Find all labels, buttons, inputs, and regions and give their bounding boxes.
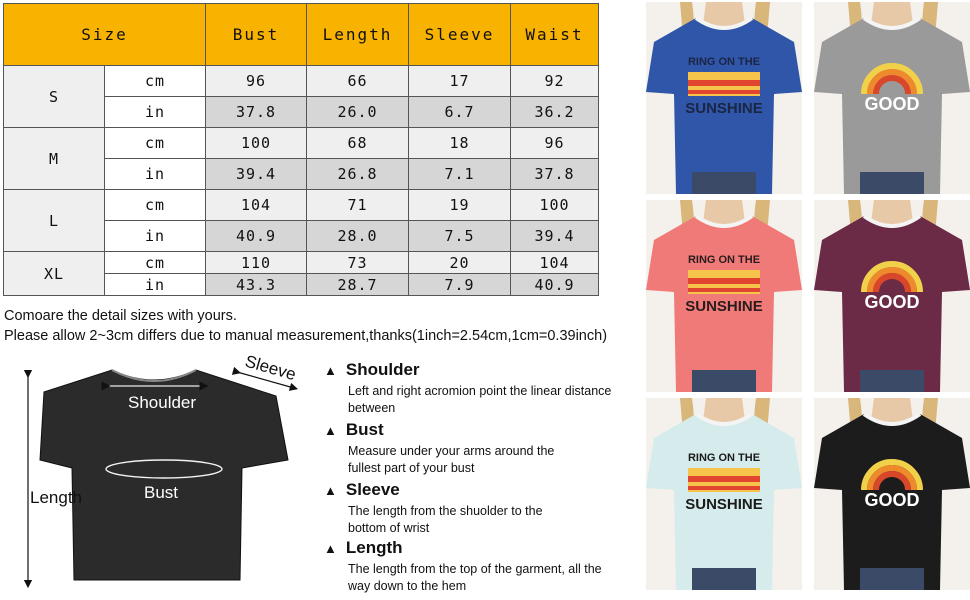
diagram-label-shoulder: Shoulder [128,393,197,412]
product-photo[interactable] [814,2,970,194]
unit-label: in [105,159,206,190]
value-cell: 17 [409,66,511,97]
header-waist: Waist [511,4,599,66]
shirt-print-main: GOOD [864,94,920,114]
unit-label: cm [105,66,206,97]
table-row [4,190,599,221]
triangle-icon: ▲ [324,540,337,556]
legend-item-sleeve [324,480,614,537]
header-length: Length [307,4,409,66]
value-cell: 100 [511,190,599,221]
value-cell: 71 [307,190,409,221]
legend-description: Measure under your arms around the fullest part of your bust [348,444,555,475]
diagram-label-bust: Bust [144,483,179,502]
tshirt-model-icon [646,2,802,194]
product-photo[interactable] [646,200,802,392]
size-chart-table [3,3,599,296]
tshirt-measurement-diagram [22,352,312,597]
header-sleeve: Sleeve [409,4,511,66]
table-row [4,66,599,97]
product-photo[interactable] [814,200,970,392]
triangle-icon: ▲ [324,482,337,498]
value-cell: 110 [206,252,307,274]
value-cell: 28.7 [307,274,409,296]
value-cell: 66 [307,66,409,97]
unit-label: in [105,274,206,296]
size-label: L [4,190,105,252]
product-photo[interactable] [646,398,802,590]
header-size: Size [4,4,206,66]
value-cell: 6.7 [409,97,511,128]
diagram-label-length: Length [30,488,82,507]
value-cell: 96 [206,66,307,97]
tshirt-model-icon [646,398,802,590]
value-cell: 7.5 [409,221,511,252]
shirt-print-main: SUNSHINE [685,298,763,315]
value-cell: 73 [307,252,409,274]
product-photo[interactable] [646,2,802,194]
triangle-icon: ▲ [324,422,337,438]
tshirt-model-icon [646,200,802,392]
value-cell: 39.4 [206,159,307,190]
value-cell: 19 [409,190,511,221]
shirt-print-top: RING ON THE [687,56,761,68]
legend-description: The length from the shuolder to the bottom of wrist [348,504,543,535]
product-photo[interactable] [814,398,970,590]
value-cell: 28.0 [307,221,409,252]
legend-title: Length [345,538,403,557]
shirt-print-main: SUNSHINE [685,496,763,513]
note-compare: Comoare the detail sizes with yours. [4,308,237,324]
value-cell: 39.4 [511,221,599,252]
shirt-print-top: RING ON THE [687,254,761,266]
value-cell: 20 [409,252,511,274]
legend-title: Sleeve [345,480,400,499]
value-cell: 40.9 [206,221,307,252]
value-cell: 92 [511,66,599,97]
unit-label: in [105,97,206,128]
unit-label: cm [105,128,206,159]
unit-label: cm [105,252,206,274]
size-chart-header-row [4,4,599,66]
legend-description: The length from the top of the garment, all the way down to the hem [348,562,602,593]
value-cell: 104 [511,252,599,274]
triangle-icon: ▲ [324,362,337,378]
value-cell: 43.3 [206,274,307,296]
unit-label: in [105,221,206,252]
legend-item-bust [324,420,614,477]
legend-description: Left and right acromion point the linear distance between [348,384,612,415]
value-cell: 40.9 [511,274,599,296]
shirt-print-top: RING ON THE [687,452,761,464]
value-cell: 18 [409,128,511,159]
shirt-print-main: SUNSHINE [685,100,763,117]
legend-title: Bust [345,420,384,439]
value-cell: 26.0 [307,97,409,128]
size-label: XL [4,252,105,296]
value-cell: 68 [307,128,409,159]
diagram-label-sleeve: Sleeve [242,352,299,385]
size-label: M [4,128,105,190]
legend-title: Shoulder [345,360,420,379]
legend-item-shoulder [324,360,614,417]
table-row [4,128,599,159]
note-measurement: Please allow 2~3cm differs due to manual measurement,thanks(1inch=2.54cm,1cm=0.39inch) [4,328,608,344]
value-cell: 37.8 [206,97,307,128]
value-cell: 7.9 [409,274,511,296]
header-bust: Bust [206,4,307,66]
unit-label: cm [105,190,206,221]
shirt-print-main: GOOD [864,292,920,312]
size-label: S [4,66,105,128]
value-cell: 96 [511,128,599,159]
table-row [4,252,599,274]
value-cell: 7.1 [409,159,511,190]
value-cell: 104 [206,190,307,221]
value-cell: 36.2 [511,97,599,128]
value-cell: 37.8 [511,159,599,190]
value-cell: 26.8 [307,159,409,190]
legend-item-length [324,538,614,595]
value-cell: 100 [206,128,307,159]
shirt-print-main: GOOD [864,490,920,510]
